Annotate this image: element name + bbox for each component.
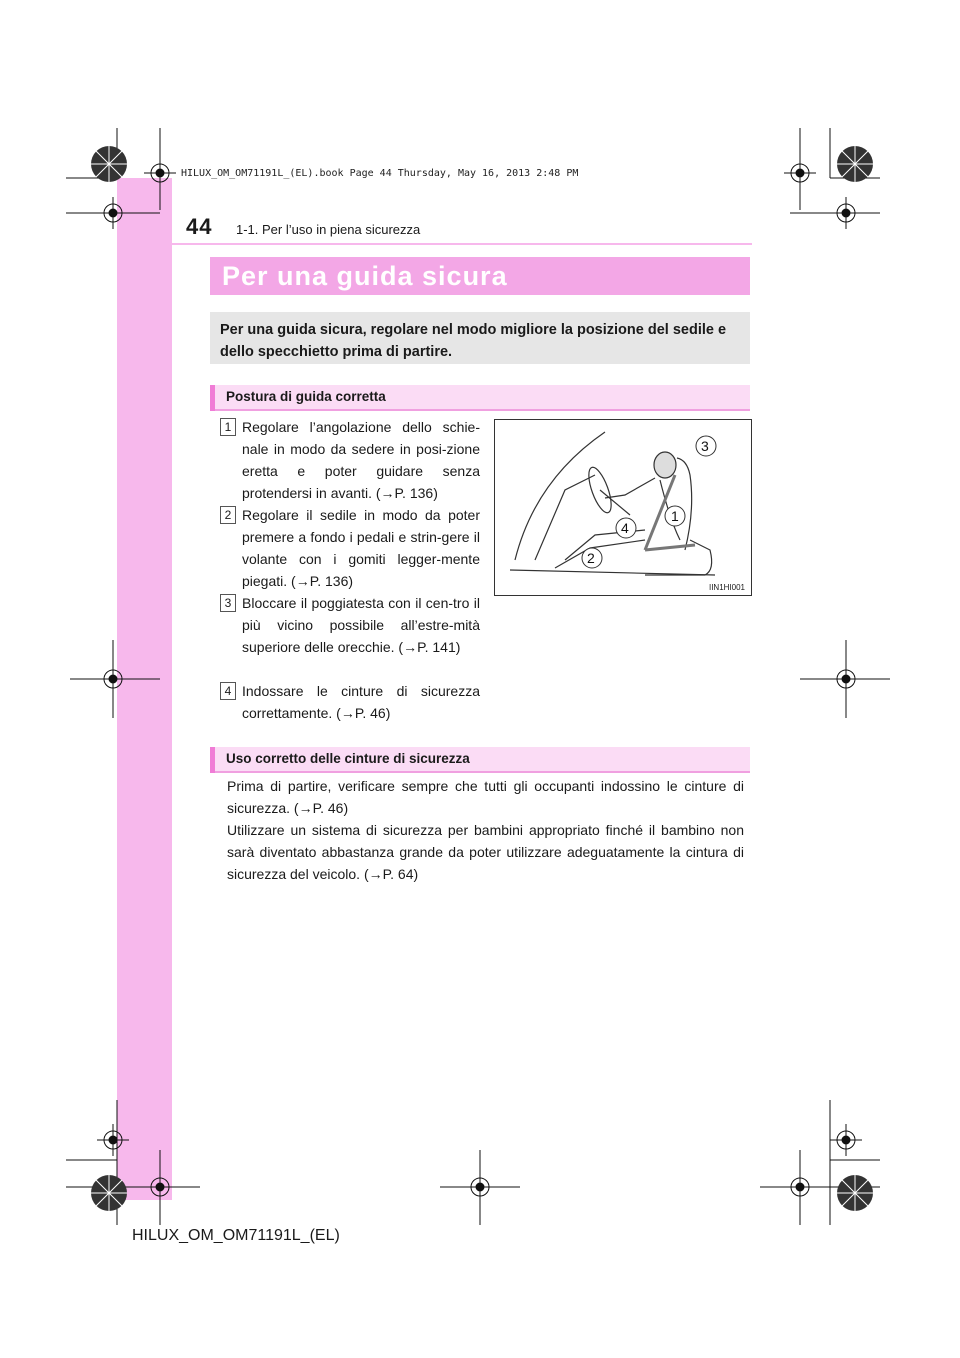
step-item: [210, 592, 480, 658]
subsection-title: Postura di guida corretta: [226, 389, 386, 404]
step-number: 4: [220, 682, 236, 700]
callout-4: 4: [621, 520, 629, 536]
subsection-heading-seatbelts: [210, 747, 750, 773]
intro-box: [210, 312, 750, 364]
intro-text: Per una guida sicura, regolare nel modo migliore la posizione del sedile e dello specchietto prima di partire.: [220, 322, 727, 360]
step-item: [210, 680, 480, 724]
step-item: [210, 504, 480, 592]
paragraph: Prima di partire, verificare sempre che tutti gli occupanti indossino le cinture di sicurezza. (→P. 46): [227, 778, 744, 816]
step-item: [210, 416, 480, 504]
callout-3: 3: [701, 438, 709, 454]
section-label: 1-1. Per l’uso in piena sicurezza: [236, 222, 421, 237]
step-text: Indossare le cinture di sicurezza correttamente. (→P. 46): [242, 683, 480, 721]
driving-posture-illustration: [495, 420, 751, 595]
step-text: Regolare l’angolazione dello schie-nale in modo da sedere in posi-zione eretta e poter guidare senza protendersi in avanti. (→P. 136): [242, 419, 480, 501]
step-number: 3: [220, 594, 236, 612]
page-number: 44: [186, 214, 213, 239]
figure-caption: IIN1HI001: [708, 583, 745, 592]
driving-posture-figure: [494, 419, 752, 596]
footer-code: HILUX_OM_OM71191L_(EL): [132, 1227, 340, 1244]
step-text: Bloccare il poggiatesta con il cen-tro il più vicino possibile all’estre-mità superiore delle orecchie. (→P. 141): [242, 595, 480, 655]
callout-1: 1: [671, 508, 679, 524]
step-number: 2: [220, 506, 236, 524]
heading-accent: [210, 385, 215, 411]
step-text: Regolare il sedile in modo da poter premere a fondo i pedali e strin-gere il volante con i gomiti legger-mente piegati. (→P. 136): [242, 507, 480, 589]
subsection-title: Uso corretto delle cinture di sicurezza: [226, 751, 470, 766]
step-number: 1: [220, 418, 236, 436]
paragraph: Utilizzare un sistema di sicurezza per bambini appropriato finché il bambino non sarà diventato abbastanza grande da poter utilizzare adeguatamente la cintura di sicurezza del veicolo. (→P. 64): [227, 822, 744, 882]
book-info: HILUX_OM_OM71191L_(EL).book Page 44 Thursday, May 16, 2013 2:48 PM: [181, 168, 579, 179]
subsection-heading-posture: [210, 385, 750, 411]
heading-accent: [210, 747, 215, 773]
callout-2: 2: [587, 550, 595, 566]
page-title: Per una guida sicura: [222, 261, 508, 291]
title-bar: [210, 257, 750, 295]
